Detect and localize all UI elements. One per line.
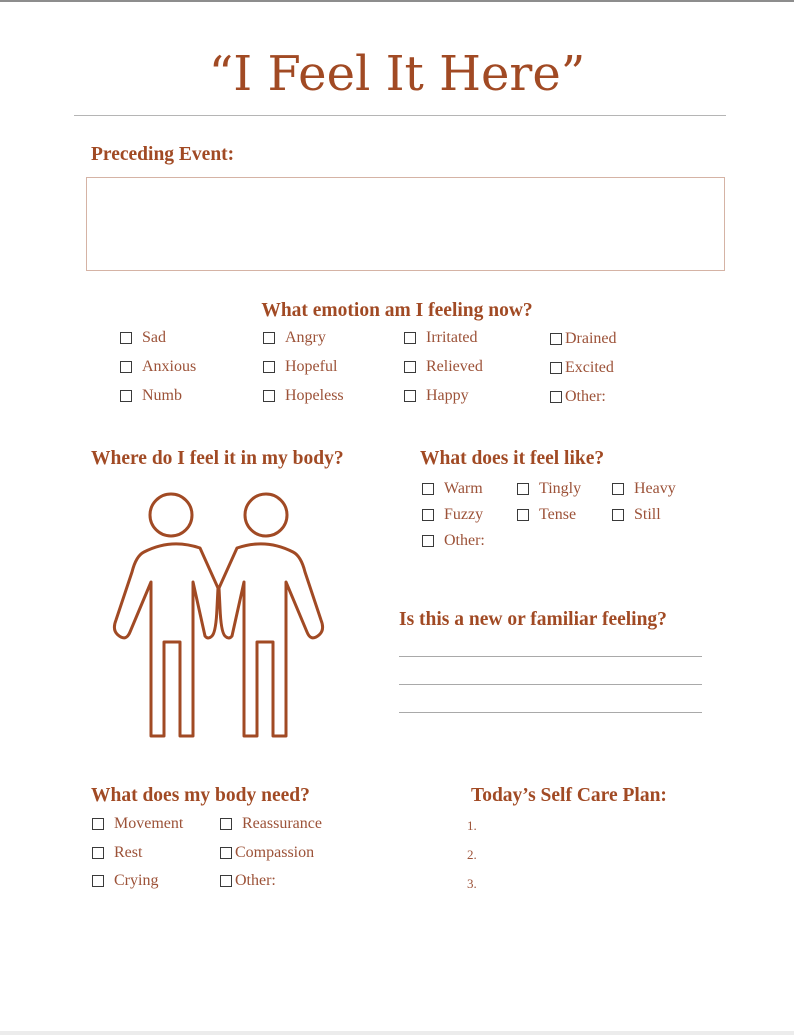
need-option[interactable]: Rest <box>92 844 142 862</box>
emotion-option[interactable]: Sad <box>120 329 166 347</box>
sensation-heading: What does it feel like? <box>420 448 605 469</box>
answer-line[interactable] <box>399 684 702 685</box>
emotion-option[interactable]: Excited <box>550 359 614 377</box>
emotion-option[interactable]: Other: <box>550 388 606 406</box>
checkbox-icon[interactable] <box>422 535 434 547</box>
sensation-option[interactable]: Fuzzy <box>422 506 483 524</box>
checkbox-icon[interactable] <box>404 390 416 402</box>
emotion-option[interactable]: Irritated <box>404 329 478 347</box>
checkbox-icon[interactable] <box>263 332 275 344</box>
checkbox-icon[interactable] <box>550 333 562 345</box>
body-location-heading: Where do I feel it in my body? <box>91 448 344 469</box>
preceding-event-label: Preceding Event: <box>91 144 235 165</box>
emotion-option[interactable]: Angry <box>263 329 326 347</box>
checkbox-icon[interactable] <box>92 818 104 830</box>
checkbox-icon[interactable] <box>263 390 275 402</box>
plan-item-number: 3. <box>467 876 477 891</box>
need-option[interactable]: Crying <box>92 872 158 890</box>
sensation-option[interactable]: Tense <box>517 506 576 524</box>
checkbox-icon[interactable] <box>612 483 624 495</box>
checkbox-icon[interactable] <box>422 483 434 495</box>
left-figure-head <box>150 494 192 536</box>
checkbox-icon[interactable] <box>422 509 434 521</box>
emotion-heading: What emotion am I feeling now? <box>261 300 533 321</box>
preceding-event-textbox[interactable] <box>86 177 725 271</box>
answer-line[interactable] <box>399 656 702 657</box>
emotion-option[interactable]: Anxious <box>120 358 196 376</box>
self-care-heading: Today’s Self Care Plan: <box>471 785 667 806</box>
sensation-option[interactable]: Other: <box>422 532 485 550</box>
checkbox-icon[interactable] <box>517 509 529 521</box>
top-border <box>0 0 794 2</box>
left-figure-body <box>114 544 218 736</box>
answer-line[interactable] <box>399 712 702 713</box>
plan-item-number: 1. <box>467 818 477 833</box>
emotion-option[interactable]: Hopeful <box>263 358 337 376</box>
page-title: “I Feel It Here” <box>208 46 586 102</box>
checkbox-icon[interactable] <box>612 509 624 521</box>
checkbox-icon[interactable] <box>404 332 416 344</box>
plan-item-number: 2. <box>467 847 477 862</box>
emotion-option[interactable]: Hopeless <box>263 387 344 405</box>
sensation-option[interactable]: Still <box>612 506 661 524</box>
right-figure-body <box>219 544 323 736</box>
sensation-option[interactable]: Tingly <box>517 480 581 498</box>
checkbox-icon[interactable] <box>120 332 132 344</box>
checkbox-icon[interactable] <box>263 361 275 373</box>
checkbox-icon[interactable] <box>120 390 132 402</box>
sensation-option[interactable]: Heavy <box>612 480 676 498</box>
body-outline-icon[interactable] <box>108 490 330 742</box>
sensation-option[interactable]: Warm <box>422 480 483 498</box>
checkbox-icon[interactable] <box>220 847 232 859</box>
bottom-border <box>0 1031 794 1035</box>
checkbox-icon[interactable] <box>220 875 232 887</box>
title-divider <box>74 115 726 116</box>
checkbox-icon[interactable] <box>550 362 562 374</box>
checkbox-icon[interactable] <box>92 847 104 859</box>
checkbox-icon[interactable] <box>120 361 132 373</box>
right-figure-head <box>245 494 287 536</box>
need-option[interactable]: Movement <box>92 815 183 833</box>
emotion-option[interactable]: Numb <box>120 387 182 405</box>
checkbox-icon[interactable] <box>220 818 232 830</box>
need-option[interactable]: Reassurance <box>220 815 322 833</box>
checkbox-icon[interactable] <box>404 361 416 373</box>
body-needs-heading: What does my body need? <box>91 785 310 806</box>
need-option[interactable]: Other: <box>220 872 276 890</box>
checkbox-icon[interactable] <box>550 391 562 403</box>
checkbox-icon[interactable] <box>92 875 104 887</box>
checkbox-icon[interactable] <box>517 483 529 495</box>
emotion-option[interactable]: Drained <box>550 330 617 348</box>
emotion-option[interactable]: Relieved <box>404 358 483 376</box>
need-option[interactable]: Compassion <box>220 844 314 862</box>
emotion-option[interactable]: Happy <box>404 387 469 405</box>
familiarity-heading: Is this a new or familiar feeling? <box>399 609 667 630</box>
